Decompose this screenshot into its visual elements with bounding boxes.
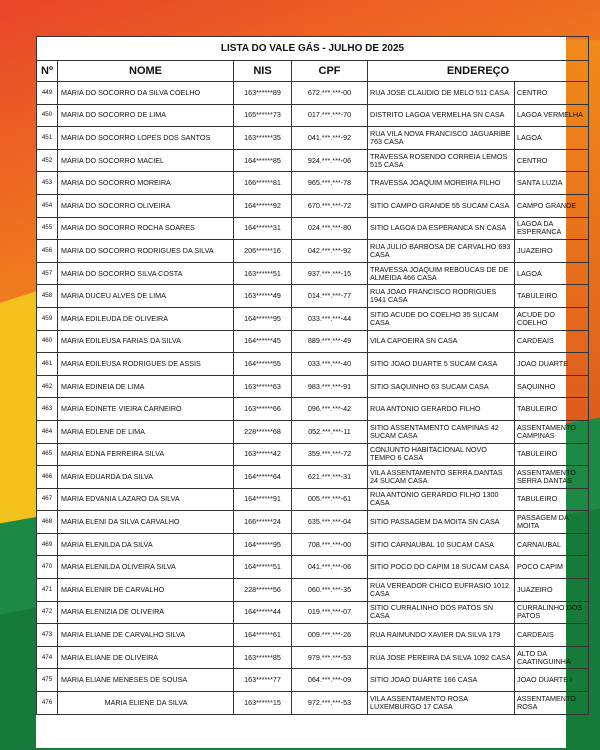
row-address: TRAVESSA ROSENDO CORREIA LEMOS 515 CASA [368, 149, 515, 172]
row-neighborhood: LAGOA VERMELHA [515, 104, 589, 127]
row-cpf: 670.***.***-72 [292, 194, 368, 217]
row-name: MARIA ELENIZIA DE OLIVEIRA [58, 601, 234, 624]
table-row [37, 307, 589, 330]
row-neighborhood: POCO CAPIM [515, 556, 589, 579]
row-number: 463 [37, 398, 58, 421]
row-nis: 166******24 [234, 511, 292, 534]
row-nis: 164******45 [234, 330, 292, 353]
row-number: 459 [37, 307, 58, 330]
row-name: MARIA DO SOCORRO MACIEL [58, 149, 234, 172]
row-neighborhood: CARDEAIS [515, 330, 589, 353]
header-cpf: CPF [292, 61, 368, 82]
row-neighborhood: CARDEAIS [515, 624, 589, 647]
row-nis: 164******55 [234, 353, 292, 376]
row-cpf: 052.***.***-11 [292, 420, 368, 443]
table-row [37, 127, 589, 150]
row-address: RUA JULIO BARBOSA DE CARVALHO 693 CASA [368, 240, 515, 263]
table-row [37, 556, 589, 579]
row-neighborhood: LAGOA DA ESPERANCA [515, 217, 589, 240]
row-nis: 163******85 [234, 646, 292, 669]
row-neighborhood: JOAO DUARTE I [515, 669, 589, 692]
table-row [37, 353, 589, 376]
row-cpf: 635.***.***-04 [292, 511, 368, 534]
row-number: 464 [37, 420, 58, 443]
table-row [37, 579, 589, 602]
row-neighborhood: TABULEIRO [515, 488, 589, 511]
row-address: RUA ANTONIO GERARDO FILHO 1300 CASA [368, 488, 515, 511]
row-address: TRAVESSA JOAQUIM REBOUCAS DE DE ALMEIDA 466 CASA [368, 262, 515, 285]
row-name: MARIA ELIANE DE CARVALHO SILVA [58, 624, 234, 647]
table-row [37, 82, 589, 105]
row-cpf: 965.***.***-78 [292, 172, 368, 195]
row-nis: 163******49 [234, 285, 292, 308]
row-nis: 164******85 [234, 149, 292, 172]
row-number: 470 [37, 556, 58, 579]
header-number: Nº [37, 61, 58, 82]
row-name: MARIA DO SOCORRO DE LIMA [58, 104, 234, 127]
row-nis: 165******73 [234, 104, 292, 127]
table-row [37, 466, 589, 489]
row-cpf: 033.***.***-40 [292, 353, 368, 376]
table-row [37, 375, 589, 398]
row-name: MARIA EDNA FERREIRA SILVA [58, 443, 234, 466]
row-number: 452 [37, 149, 58, 172]
row-cpf: 889.***.***-49 [292, 330, 368, 353]
row-cpf: 937.***.***-15 [292, 262, 368, 285]
row-name: MARIA EDINEIA DE LIMA [58, 375, 234, 398]
header-address: ENDEREÇO [368, 61, 589, 82]
row-nis: 163******42 [234, 443, 292, 466]
row-address: RUA JOAO FRANCISCO RODRIGUES 1941 CASA [368, 285, 515, 308]
row-nis: 163******89 [234, 82, 292, 105]
row-number: 449 [37, 82, 58, 105]
row-nis: 164******61 [234, 624, 292, 647]
row-nis: 163******77 [234, 669, 292, 692]
table-row [37, 217, 589, 240]
row-address: SITIO CAMPO GRANDE 55 SUCAM CASA [368, 194, 515, 217]
table-row [37, 601, 589, 624]
row-name: MARIA EDILEUDA DE OLIVEIRA [58, 307, 234, 330]
row-nis: 164******92 [234, 194, 292, 217]
row-address: RUA JOSE CLAUDIO DE MELO 511 CASA [368, 82, 515, 105]
row-neighborhood: CARNAUBAL [515, 533, 589, 556]
row-nis: 163******51 [234, 262, 292, 285]
row-neighborhood: JUAZEIRO [515, 240, 589, 263]
row-cpf: 017.***.***-70 [292, 104, 368, 127]
beneficiary-table [36, 36, 589, 715]
row-cpf: 009.***.***-26 [292, 624, 368, 647]
row-nis: 164******95 [234, 533, 292, 556]
row-cpf: 672.***.***-00 [292, 82, 368, 105]
row-cpf: 359.***.***-72 [292, 443, 368, 466]
table-row [37, 420, 589, 443]
document-title: LISTA DO VALE GÁS - JULHO DE 2025 [37, 37, 589, 61]
row-number: 458 [37, 285, 58, 308]
table-row [37, 488, 589, 511]
row-cpf: 924.***.***-06 [292, 149, 368, 172]
row-number: 457 [37, 262, 58, 285]
row-neighborhood: TABULEIRO [515, 398, 589, 421]
row-address: TRAVESSA JOAQUIM MOREIRA FILHO [368, 172, 515, 195]
row-name: MARIA ELENILDA DA SILVA [58, 533, 234, 556]
row-address: SITIO SAQUINHO 63 SUCAM CASA [368, 375, 515, 398]
row-nis: 166******81 [234, 172, 292, 195]
row-number: 462 [37, 375, 58, 398]
row-number: 465 [37, 443, 58, 466]
table-row [37, 692, 589, 715]
row-nis: 164******51 [234, 556, 292, 579]
row-number: 475 [37, 669, 58, 692]
row-neighborhood: CENTRO [515, 149, 589, 172]
row-address: RUA ANTONIO GERARDO FILHO [368, 398, 515, 421]
row-address: SITIO JOAO DUARTE 5 SUCAM CASA [368, 353, 515, 376]
row-cpf: 708.***.***-00 [292, 533, 368, 556]
row-cpf: 041.***.***-92 [292, 127, 368, 150]
row-number: 476 [37, 692, 58, 715]
table-row [37, 149, 589, 172]
table-row [37, 443, 589, 466]
row-name: MARIA EDILEUSA FARIAS DA SILVA [58, 330, 234, 353]
row-nis: 228******68 [234, 420, 292, 443]
row-address: SITIO POCO DO CAPIM 18 SUCAM CASA [368, 556, 515, 579]
row-address: SITIO JOAO DUARTE 166 CASA [368, 669, 515, 692]
table-row [37, 398, 589, 421]
row-cpf: 972.***.***-53 [292, 692, 368, 715]
row-cpf: 621.***.***-31 [292, 466, 368, 489]
row-cpf: 033.***.***-44 [292, 307, 368, 330]
row-neighborhood: ASSENTAMENTO SERRA DANTAS [515, 466, 589, 489]
table-row [37, 194, 589, 217]
row-cpf: 014.***.***-77 [292, 285, 368, 308]
row-cpf: 041.***.***-06 [292, 556, 368, 579]
row-name: MARIA EDINETE VIEIRA CARNEIRO [58, 398, 234, 421]
row-name: MARIA DO SOCORRO LOPES DOS SANTOS [58, 127, 234, 150]
table-row [37, 172, 589, 195]
table-row [37, 533, 589, 556]
row-cpf: 064.***.***-09 [292, 669, 368, 692]
row-number: 451 [37, 127, 58, 150]
row-name: MARIA ELIANE DE OLIVEIRA [58, 646, 234, 669]
row-address: VILA CAPOEIRA SN CASA [368, 330, 515, 353]
row-name: MARIA DO SOCORRO RODRIGUES DA SILVA [58, 240, 234, 263]
row-number: 472 [37, 601, 58, 624]
row-name: MARIA ELIANE MENESES DE SOUSA [58, 669, 234, 692]
document-sheet [36, 36, 583, 748]
row-address: RUA RAIMUNDO XAVIER DA SILVA 179 [368, 624, 515, 647]
row-nis: 163******66 [234, 398, 292, 421]
table-row [37, 285, 589, 308]
row-neighborhood: TABULEIRO [515, 443, 589, 466]
row-nis: 164******95 [234, 307, 292, 330]
table-row [37, 669, 589, 692]
row-number: 468 [37, 511, 58, 534]
row-name: MARIA DUCEU ALVES DE LIMA [58, 285, 234, 308]
row-neighborhood: SANTA LUZIA [515, 172, 589, 195]
table-row [37, 646, 589, 669]
table-row [37, 330, 589, 353]
table-row [37, 262, 589, 285]
row-name: MARIA DO SOCORRO SILVA COSTA [58, 262, 234, 285]
row-cpf: 005.***.***-61 [292, 488, 368, 511]
row-number: 469 [37, 533, 58, 556]
row-number: 454 [37, 194, 58, 217]
row-address: VILA ASSENTAMENTO ROSA LUXEMBURGO 17 CASA [368, 692, 515, 715]
row-neighborhood: ALTO DA CAATINGUINHA [515, 646, 589, 669]
row-cpf: 096.***.***-42 [292, 398, 368, 421]
row-name: MARIA EDUARDA DA SILVA [58, 466, 234, 489]
row-address: DISTRITO LAGOA VERMELHA SN CASA [368, 104, 515, 127]
row-cpf: 060.***.***-35 [292, 579, 368, 602]
table-row [37, 104, 589, 127]
row-nis: 164******44 [234, 601, 292, 624]
table-body [37, 82, 589, 715]
row-nis: 164******31 [234, 217, 292, 240]
row-number: 460 [37, 330, 58, 353]
row-name: MARIA ELENIR DE CARVALHO [58, 579, 234, 602]
row-name: MARIA ELENILDA OLIVEIRA SILVA [58, 556, 234, 579]
row-name: MARIA DO SOCORRO DA SILVA COELHO [58, 82, 234, 105]
row-nis: 206******16 [234, 240, 292, 263]
row-name: MARIA DO SOCORRO MOREIRA [58, 172, 234, 195]
row-number: 461 [37, 353, 58, 376]
row-number: 474 [37, 646, 58, 669]
row-neighborhood: TABULEIRO [515, 285, 589, 308]
row-neighborhood: LAGOA [515, 127, 589, 150]
row-nis: 164******91 [234, 488, 292, 511]
row-name: MARIA EDVANIA LAZARO DA SILVA [58, 488, 234, 511]
row-number: 456 [37, 240, 58, 263]
row-number: 453 [37, 172, 58, 195]
table-row [37, 511, 589, 534]
row-name: MARIA DO SOCORRO OLIVEIRA [58, 194, 234, 217]
row-number: 467 [37, 488, 58, 511]
row-address: RUA VILA NOVA FRANCISCO JAGUARIBE 763 CASA [368, 127, 515, 150]
row-neighborhood: ASSENTAMENTO ROSA [515, 692, 589, 715]
row-address: RUA VEREADOR CHICO EUFRASIO 1012 CASA [368, 579, 515, 602]
row-address: SITIO ASSENTAMENTO CAMPINAS 42 SUCAM CASA [368, 420, 515, 443]
header-nis: NIS [234, 61, 292, 82]
row-cpf: 019.***.***-07 [292, 601, 368, 624]
row-address: SITIO CURRALINHO DOS PATOS SN CASA [368, 601, 515, 624]
row-address: SITIO ACUDE DO COELHO 35 SUCAM CASA [368, 307, 515, 330]
row-cpf: 042.***.***-92 [292, 240, 368, 263]
row-number: 455 [37, 217, 58, 240]
row-number: 450 [37, 104, 58, 127]
row-name: MARIA DO SOCORRO ROCHA SOARES [58, 217, 234, 240]
row-neighborhood: CURRALINHO DOS PATOS [515, 601, 589, 624]
row-cpf: 983.***.***-91 [292, 375, 368, 398]
row-neighborhood: JUAZEIRO [515, 579, 589, 602]
header-name: NOME [58, 61, 234, 82]
row-address: RUA JOSE PEREIRA DA SILVA 1092 CASA [368, 646, 515, 669]
row-neighborhood: CENTRO [515, 82, 589, 105]
row-name: MARIA ELENI DA SILVA CARVALHO [58, 511, 234, 534]
row-name: MARIA EDLENE DE LIMA [58, 420, 234, 443]
row-address: SITIO PASSAGEM DA MOITA SN CASA [368, 511, 515, 534]
row-number: 473 [37, 624, 58, 647]
row-number: 471 [37, 579, 58, 602]
row-address: SITIO LAGOA DA ESPERANCA SN CASA [368, 217, 515, 240]
row-neighborhood: ASSENTAMENTO CAMPINAS [515, 420, 589, 443]
row-neighborhood: ACUDE DO COELHO [515, 307, 589, 330]
row-nis: 164******64 [234, 466, 292, 489]
table-row [37, 240, 589, 263]
row-nis: 163******35 [234, 127, 292, 150]
row-neighborhood: SAQUINHO [515, 375, 589, 398]
row-neighborhood: CAMPO GRANDE [515, 194, 589, 217]
row-cpf: 024.***.***-80 [292, 217, 368, 240]
row-neighborhood: LAGOA [515, 262, 589, 285]
row-cpf: 979.***.***-53 [292, 646, 368, 669]
row-nis: 228******56 [234, 579, 292, 602]
row-address: SITIO CARNAUBAL 10 SUCAM CASA [368, 533, 515, 556]
row-number: 466 [37, 466, 58, 489]
row-nis: 163******15 [234, 692, 292, 715]
row-address: VILA ASSENTAMENTO SERRA DANTAS 24 SUCAM CASA [368, 466, 515, 489]
row-neighborhood: PASSAGEM DA MOITA [515, 511, 589, 534]
row-nis: 163******63 [234, 375, 292, 398]
row-neighborhood: JOAO DUARTE [515, 353, 589, 376]
row-address: CONJUNTO HABITACIONAL NOVO TEMPO 6 CASA [368, 443, 515, 466]
table-row [37, 624, 589, 647]
row-name: MARIA ELIENE DA SILVA [58, 692, 234, 715]
row-name: MARIA EDILEUSA RODRIGUES DE ASSIS [58, 353, 234, 376]
